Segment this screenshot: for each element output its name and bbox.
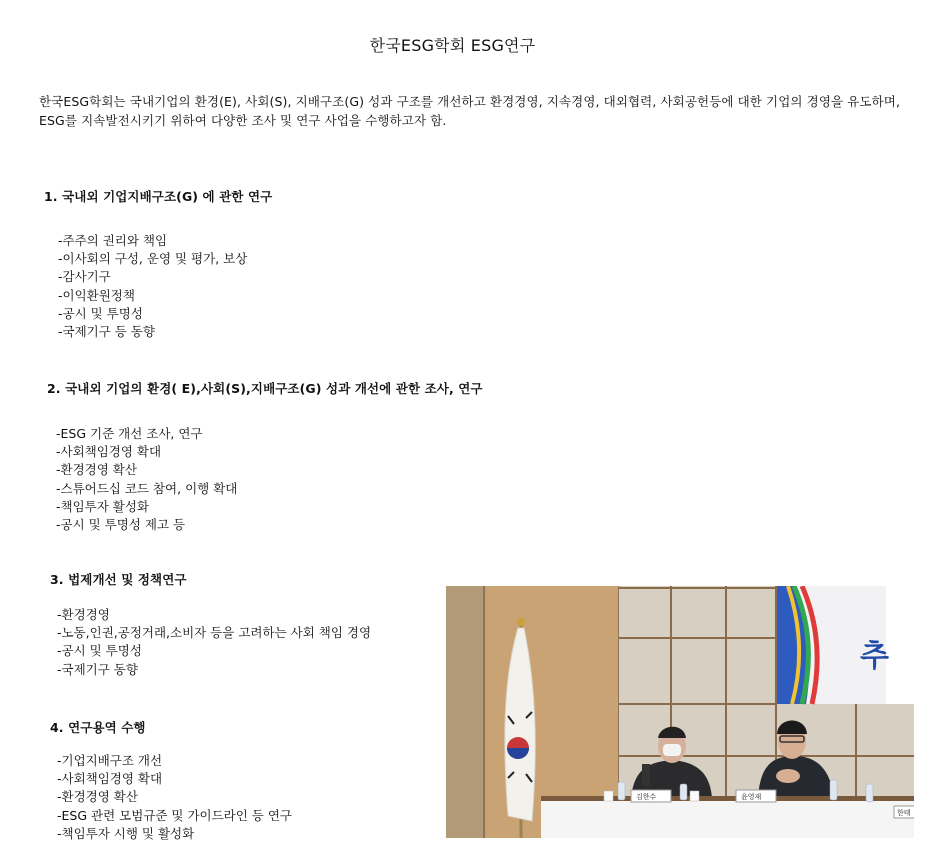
list-item: -환경경영 확산 xyxy=(57,789,138,805)
list-item: -ESG 관련 모범규준 및 가이드라인 등 연구 xyxy=(57,807,292,823)
list-item: -공시 및 투명성 제고 등 xyxy=(56,517,186,533)
nameplate-2: 윤영재 xyxy=(741,793,762,801)
list-item: -노동,인권,공정거래,소비자 등을 고려하는 사회 책임 경영 xyxy=(57,625,372,641)
list-item: -국제기구 동향 xyxy=(57,661,138,677)
section-2-heading: 2. 국내외 기업의 환경( E),사회(S),지배구조(G) 성과 개선에 관한 조사, 연구 xyxy=(47,381,483,396)
list-item: -책임투자 활성화 xyxy=(56,498,150,514)
list-item: -스튜어드십 코드 참여, 이행 확대 xyxy=(56,480,238,496)
list-item: -사회책임경영 확대 xyxy=(57,771,163,787)
list-item: -국제기구 등 동향 xyxy=(58,324,155,340)
section-2-list xyxy=(56,425,237,534)
nameplate-1: 김한수 xyxy=(636,793,657,801)
list-item: -환경경영 확산 xyxy=(56,462,137,478)
banner-text: 추 xyxy=(860,639,889,674)
section-3-heading: 3. 법제개선 및 정책연구 xyxy=(50,572,187,587)
nameplate-3: 한태 xyxy=(897,809,911,817)
list-item: -감사기구 xyxy=(58,269,111,285)
list-item: -공시 및 투명성 xyxy=(57,643,142,659)
seminar-photo xyxy=(446,586,914,838)
list-item: -기업지배구조 개선 xyxy=(57,753,163,768)
list-item: -주주의 권리와 책임 xyxy=(58,233,168,248)
list-item: -사회책임경영 확대 xyxy=(56,444,162,460)
section-1-list xyxy=(58,232,247,341)
list-item: -환경경영 xyxy=(57,607,110,622)
intro-paragraph: 한국ESG학회는 국내기업의 환경(E), 사회(S), 지배구조(G) 성과 구조를 개선하고 환경경영, 지속경영, 대외협력, 사회공헌등에 대한 기업의 경영을 유도하며, ESG를 지속발전시키기 위하여 다양한 조사 및 연구 사업을 수행하고자 함. xyxy=(39,94,901,128)
section-4-heading: 4. 연구용역 수행 xyxy=(50,720,146,735)
list-item: -이익환원정책 xyxy=(58,287,135,303)
section-3-list xyxy=(57,606,371,679)
list-item: -책임투자 시행 및 활성화 xyxy=(57,825,195,841)
section-4-list xyxy=(57,752,292,843)
list-item: -ESG 기준 개선 조사, 연구 xyxy=(56,426,203,441)
page-title: 한국ESG학회 ESG연구 xyxy=(369,36,536,55)
list-item: -이사회의 구성, 운영 및 평가, 보상 xyxy=(58,251,248,267)
section-1-heading: 1. 국내외 기업지배구조(G) 에 관한 연구 xyxy=(44,189,273,204)
list-item: -공시 및 투명성 xyxy=(58,305,143,321)
